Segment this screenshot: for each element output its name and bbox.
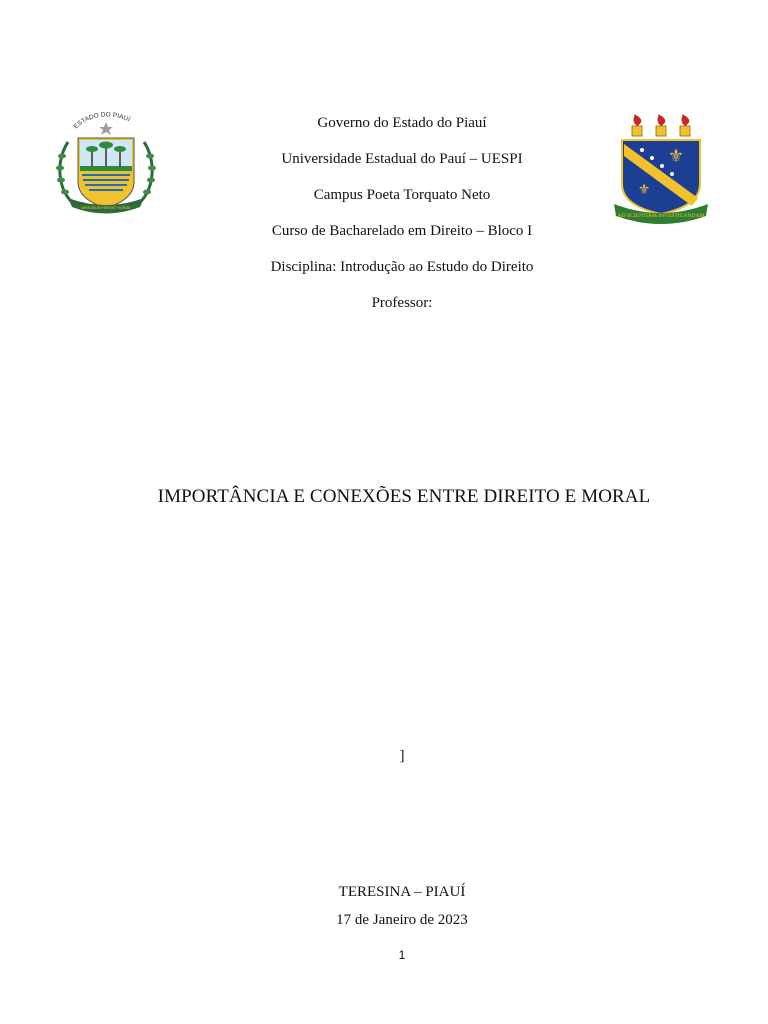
- document-date: 17 de Janeiro de 2023: [336, 912, 468, 928]
- document-title: IMPORTÂNCIA E CONEXÕES ENTRE DIREITO E MORAL: [157, 486, 651, 507]
- institution-header: [200, 114, 604, 330]
- crest-motto: AD SCIENTIAM INVESTIGANDAM: [617, 213, 705, 219]
- stray-bracket: ]: [399, 748, 405, 764]
- header-line-university: Universidade Estadual do Pauí – UESPI: [281, 151, 523, 167]
- uespi-coat-of-arms-icon: [610, 114, 712, 232]
- header-line-discipline: Disciplina: Introdução ao Estudo do Direito: [270, 259, 534, 275]
- page-number: 1: [398, 948, 406, 962]
- header-line-professor: Professor:: [371, 295, 433, 311]
- city-state: TERESINA – PIAUÍ: [338, 884, 466, 900]
- svg-text:⚜: ⚜: [637, 182, 651, 198]
- header-line-government: Governo do Estado do Piauí: [317, 115, 487, 131]
- svg-text:IMPAVIDUM FERIENT RUINAE: IMPAVIDUM FERIENT RUINAE: [81, 206, 131, 210]
- svg-text:⚜: ⚜: [667, 146, 685, 167]
- header-line-course: Curso de Bacharelado em Direito – Bloco I: [271, 223, 533, 239]
- header-line-campus: Campus Poeta Torquato Neto: [313, 187, 491, 203]
- crest-ring-text: ESTADO DO PIAUÍ: [72, 112, 132, 131]
- piaui-state-coat-of-arms-icon: [50, 112, 160, 224]
